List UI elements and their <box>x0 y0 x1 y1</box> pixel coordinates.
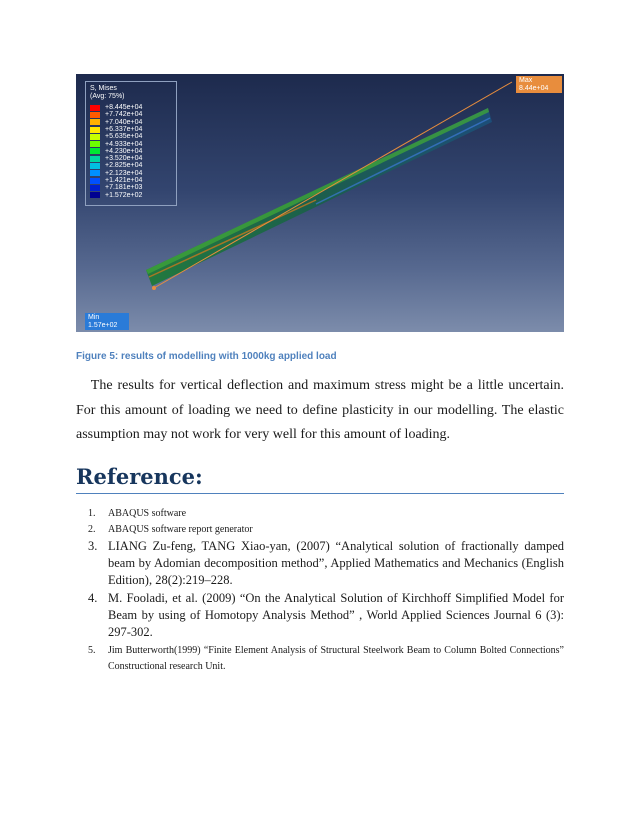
legend-value: +4.933e+04 <box>105 140 143 148</box>
legend-row <box>90 111 172 118</box>
reference-item <box>76 522 564 538</box>
max-value: 8.44e+04 <box>519 84 549 92</box>
min-label: Min <box>88 314 100 321</box>
beam-orange-strip <box>149 200 316 277</box>
legend-row <box>90 184 172 191</box>
legend-value: +5.635e+04 <box>105 133 143 141</box>
max-leader-line <box>154 82 512 288</box>
reference-text: ABAQUS software report generator <box>108 523 253 535</box>
reference-text: ABAQUS software <box>108 508 187 519</box>
beam-blue-strip <box>316 118 490 204</box>
reference-number: 4. <box>88 591 98 605</box>
reference-item <box>76 643 564 674</box>
legend-swatch <box>90 178 100 184</box>
legend-value: +3.520e+04 <box>105 155 143 163</box>
legend-row <box>90 192 172 199</box>
legend-value: +2.123e+04 <box>105 169 143 177</box>
results-paragraph <box>76 374 564 448</box>
legend-row <box>90 140 172 147</box>
legend-row <box>90 162 172 169</box>
stress-legend <box>85 81 177 206</box>
legend-swatch <box>90 127 100 133</box>
legend-value: +6.337e+04 <box>105 125 143 133</box>
legend-swatch <box>90 192 100 198</box>
reference-number: 5. <box>88 645 96 656</box>
min-marker <box>152 286 156 290</box>
legend-row <box>90 155 172 162</box>
results-paragraph-text: The results for vertical deflection and maximum stress might be a little uncertain. For this amount of loading we need to define plasticity in our modelling. The elastic assumption may not work for very well for this amount of loading. <box>76 378 564 442</box>
reference-number: 1. <box>88 508 96 519</box>
legend-value: +1.421e+04 <box>105 177 143 185</box>
legend-swatch <box>90 185 100 191</box>
legend-swatch <box>90 119 100 125</box>
reference-list <box>76 506 564 674</box>
max-tag <box>516 76 562 93</box>
legend-row <box>90 104 172 111</box>
reference-heading: Reference: <box>76 464 203 489</box>
legend-swatch <box>90 170 100 176</box>
reference-text: Jim Butterworth(1999) “Finite Element Analysis of Structural Steelwork Beam to Column Bolted Connections” Constructional research Unit. <box>108 645 564 672</box>
reference-item <box>76 590 564 641</box>
fea-result-figure <box>76 74 564 332</box>
legend-swatch <box>90 156 100 162</box>
legend-row <box>90 126 172 133</box>
legend-value: +2.825e+04 <box>105 162 143 170</box>
beam-top-face <box>146 108 489 274</box>
legend-row <box>90 148 172 155</box>
legend-value: +8.445e+04 <box>105 104 143 112</box>
min-tag <box>85 313 129 330</box>
reference-number: 3. <box>88 539 98 553</box>
legend-swatch <box>90 141 100 147</box>
heading-rule <box>76 493 564 494</box>
reference-item <box>76 538 564 589</box>
legend-value: +1.572e+02 <box>105 191 143 199</box>
legend-row <box>90 119 172 126</box>
legend-swatch <box>90 163 100 169</box>
legend-value: +7.181e+03 <box>105 184 143 192</box>
legend-value: +7.040e+04 <box>105 118 143 126</box>
legend-swatch <box>90 112 100 118</box>
legend-row <box>90 170 172 177</box>
legend-swatch <box>90 105 100 111</box>
legend-row <box>90 177 172 184</box>
legend-swatch <box>90 134 100 140</box>
min-value: 1.57e+02 <box>88 321 118 329</box>
legend-value: +7.742e+04 <box>105 111 143 119</box>
legend-value: +4.230e+04 <box>105 147 143 155</box>
figure-caption: Figure 5: results of modelling with 1000kg applied load <box>76 351 337 362</box>
max-label: Max <box>519 77 533 84</box>
reference-text: LIANG Zu-feng, TANG Xiao-yan, (2007) “Analytical solution of fractionally damped beam by Adomian decomposition method”, Applied Mathematics and Mechanics (English Edition), 28(2):219–228. <box>108 539 564 587</box>
legend-title: S, Mises <box>90 85 117 92</box>
legend-swatch <box>90 148 100 154</box>
legend-subtitle: (Avg: 75%) <box>90 93 125 100</box>
legend-row <box>90 133 172 140</box>
legend-scale <box>90 104 172 199</box>
reference-number: 2. <box>88 523 96 535</box>
reference-text: M. Fooladi, et al. (2009) “On the Analytical Solution of Kirchhoff Simplified Model for Beam by using of Homotopy Analysis Method” , World Applied Sciences Journal 6 (3): 297-302. <box>108 591 564 639</box>
reference-item <box>76 506 564 522</box>
